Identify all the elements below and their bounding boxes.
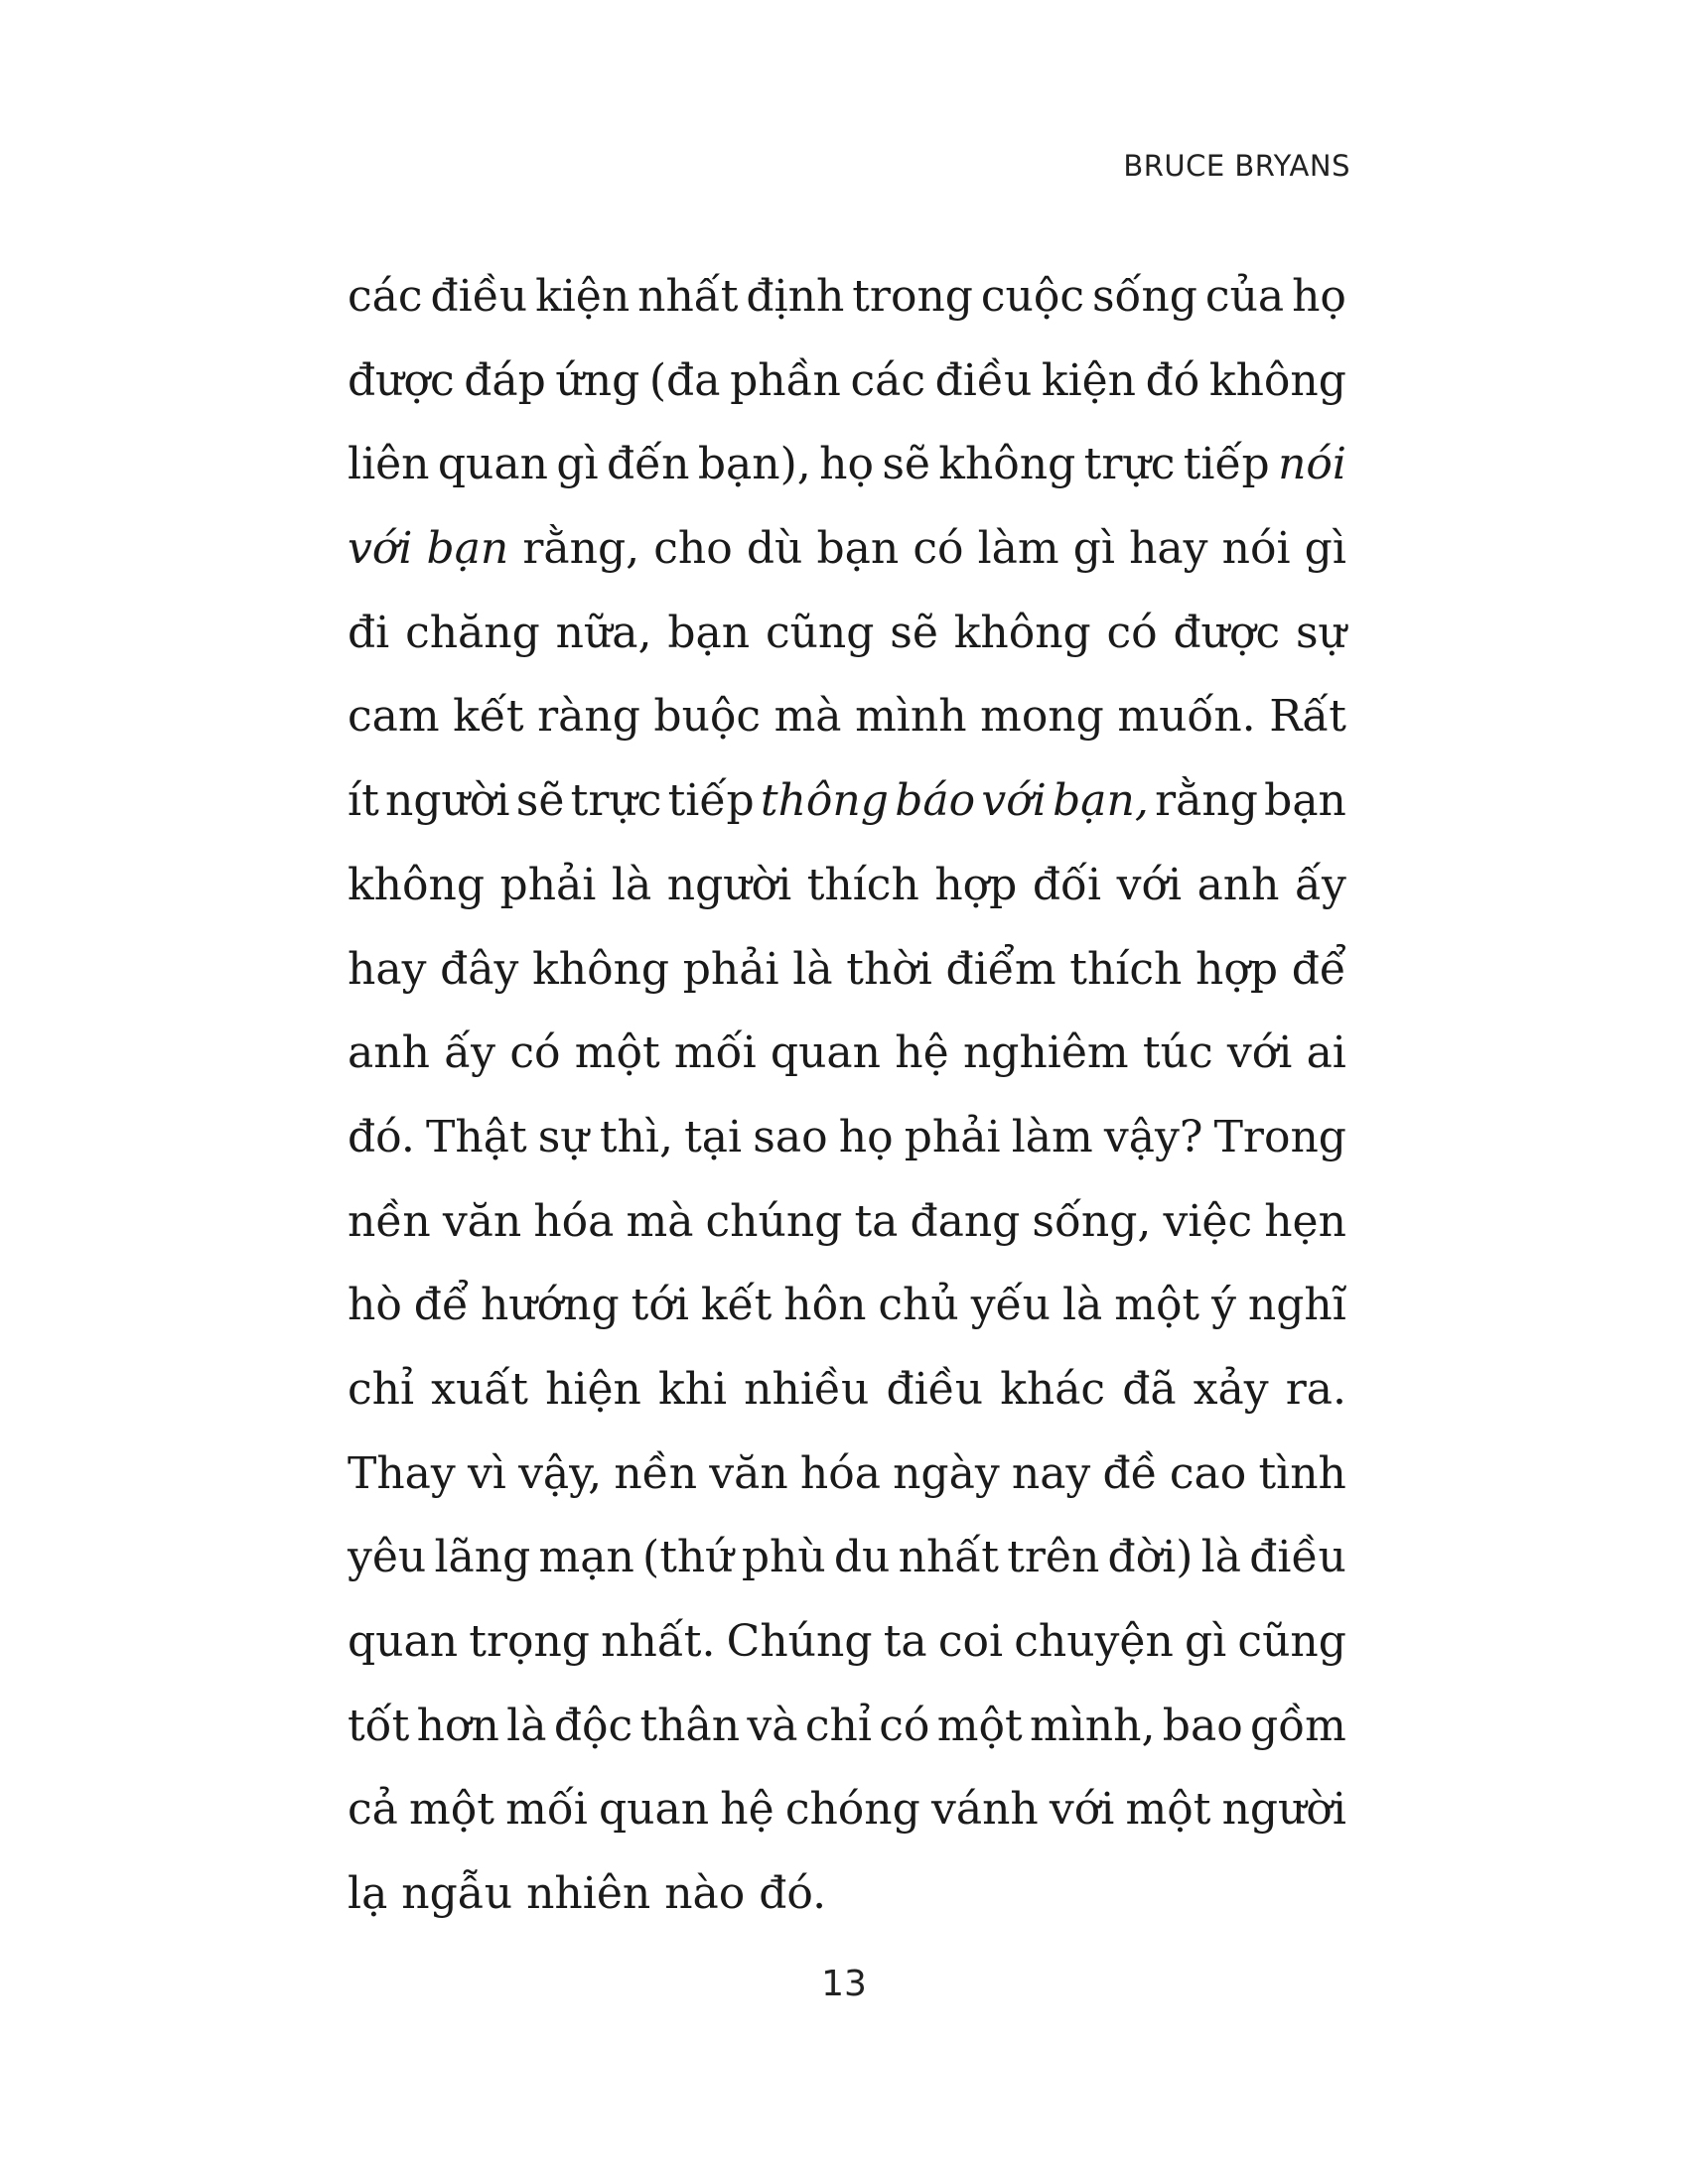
emphasis-word: báo bbox=[895, 775, 976, 827]
word: đó. bbox=[348, 1111, 415, 1162]
page-number: 13 bbox=[821, 1964, 867, 2004]
word: gì bbox=[556, 439, 599, 490]
word: trực bbox=[1083, 439, 1176, 490]
word: ai bbox=[1306, 1027, 1346, 1079]
word: muốn. bbox=[1117, 691, 1256, 743]
word: hướng bbox=[481, 1280, 620, 1331]
word: ra. bbox=[1285, 1363, 1346, 1415]
text-line bbox=[348, 1180, 1346, 1265]
word: thời bbox=[846, 943, 932, 995]
word: cam bbox=[348, 691, 440, 743]
word: người bbox=[666, 859, 792, 910]
word: ứng bbox=[555, 354, 640, 406]
emphasis-word: với bbox=[981, 775, 1047, 827]
word: cũng bbox=[765, 607, 875, 658]
word: phải bbox=[682, 943, 779, 995]
word: Thay bbox=[348, 1447, 456, 1499]
word: đời) bbox=[1107, 1532, 1194, 1583]
text-line bbox=[348, 1768, 1346, 1852]
word: nhiều bbox=[744, 1363, 870, 1415]
word: một bbox=[574, 1027, 660, 1079]
word: kiện bbox=[1041, 354, 1137, 406]
word: bạn), bbox=[697, 439, 811, 490]
word: tiếp bbox=[1183, 439, 1270, 490]
word: làm bbox=[1011, 1111, 1093, 1162]
word: thích bbox=[806, 859, 919, 910]
word: vánh bbox=[930, 1784, 1039, 1836]
word: một bbox=[1125, 1784, 1211, 1836]
word: làm bbox=[977, 523, 1059, 575]
word: độc bbox=[553, 1700, 633, 1751]
word: được bbox=[348, 354, 455, 406]
word: đề bbox=[1102, 1447, 1158, 1499]
word: đây bbox=[440, 943, 519, 995]
text-line bbox=[348, 1264, 1346, 1348]
word: cuộc bbox=[980, 271, 1085, 322]
word: trong bbox=[852, 271, 973, 322]
word: kiện bbox=[535, 271, 631, 322]
word: một bbox=[1114, 1280, 1200, 1331]
word: điểm bbox=[945, 943, 1056, 995]
word: hóa bbox=[799, 1447, 881, 1499]
word: điều bbox=[886, 1363, 984, 1415]
word: sự bbox=[1295, 607, 1346, 658]
word: vậy? bbox=[1103, 1111, 1203, 1162]
word: đến bbox=[606, 439, 690, 490]
word: thân bbox=[639, 1700, 741, 1751]
word: coi bbox=[937, 1616, 1004, 1667]
text-line bbox=[348, 507, 1346, 592]
word: không bbox=[348, 859, 485, 910]
word: vì bbox=[467, 1447, 506, 1499]
word: tốt bbox=[348, 1700, 410, 1751]
word: chóng bbox=[784, 1784, 920, 1836]
word: hơn bbox=[416, 1700, 499, 1751]
text-line bbox=[348, 423, 1346, 507]
word: hóa bbox=[533, 1195, 615, 1247]
word: nền bbox=[348, 1195, 431, 1247]
word: hệ bbox=[720, 1784, 774, 1836]
word: một bbox=[409, 1784, 494, 1836]
word: ràng bbox=[537, 691, 640, 743]
word: nghiêm bbox=[962, 1027, 1129, 1079]
word: văn bbox=[442, 1195, 522, 1247]
word: yêu bbox=[348, 1532, 427, 1583]
word: họ bbox=[838, 1111, 894, 1162]
word: ít bbox=[348, 775, 379, 827]
word: kết bbox=[700, 1280, 773, 1331]
word: có bbox=[509, 1027, 561, 1079]
word: các bbox=[348, 271, 423, 322]
word: có bbox=[879, 1700, 930, 1751]
text-line bbox=[348, 1433, 1346, 1517]
emphasis-word: bạn bbox=[426, 523, 509, 575]
word: trên bbox=[1007, 1532, 1100, 1583]
word: sự bbox=[537, 1111, 589, 1162]
word: quan bbox=[437, 439, 548, 490]
text-line bbox=[348, 1516, 1346, 1600]
word: văn bbox=[709, 1447, 788, 1499]
word: ngày bbox=[893, 1447, 1000, 1499]
word: yếu bbox=[970, 1280, 1051, 1331]
word: nhất bbox=[898, 1532, 999, 1583]
word: với bbox=[1049, 1784, 1115, 1836]
word: thì, bbox=[599, 1111, 673, 1162]
word: nghĩ bbox=[1247, 1280, 1346, 1331]
word: một bbox=[936, 1700, 1023, 1751]
word: không bbox=[953, 607, 1091, 658]
word: mà bbox=[626, 1195, 694, 1247]
word: hợp bbox=[1196, 943, 1279, 995]
word: hò bbox=[348, 1280, 402, 1331]
word: du bbox=[833, 1532, 891, 1583]
word: người bbox=[1221, 1784, 1346, 1836]
word: nhất bbox=[637, 271, 739, 322]
word: cao bbox=[1169, 1447, 1247, 1499]
word: (thứ bbox=[642, 1532, 734, 1583]
word: việc bbox=[1163, 1195, 1253, 1247]
word: xuất bbox=[431, 1363, 528, 1415]
word: là bbox=[611, 859, 652, 910]
word: không bbox=[532, 943, 670, 995]
word: hiện bbox=[545, 1363, 641, 1415]
word: sống, bbox=[1032, 1195, 1152, 1247]
word: chỉ bbox=[804, 1700, 872, 1751]
word: để bbox=[1291, 943, 1346, 995]
word: lãng bbox=[434, 1532, 531, 1583]
word: sẽ bbox=[515, 775, 565, 827]
text-line bbox=[348, 1348, 1346, 1433]
word: người bbox=[385, 775, 510, 827]
word: hẹn bbox=[1264, 1195, 1346, 1247]
text-line bbox=[348, 1012, 1346, 1096]
emphasis-word: bạn, bbox=[1053, 775, 1149, 827]
word: trực bbox=[570, 775, 662, 827]
word: vậy, bbox=[518, 1447, 603, 1499]
word: ý bbox=[1211, 1280, 1236, 1331]
word: là bbox=[1200, 1532, 1241, 1583]
word: mà bbox=[774, 691, 842, 743]
word: bạn bbox=[1264, 775, 1346, 827]
word: với bbox=[1116, 859, 1183, 910]
word: gì bbox=[1184, 1616, 1227, 1667]
word: (đa bbox=[648, 354, 721, 406]
word: hệ bbox=[895, 1027, 949, 1079]
word: mình bbox=[855, 691, 967, 743]
word: quan bbox=[599, 1784, 710, 1836]
word: đáp bbox=[464, 354, 546, 406]
word: ta bbox=[883, 1616, 927, 1667]
word: có bbox=[1106, 607, 1158, 658]
word: không bbox=[1208, 354, 1346, 406]
text-line bbox=[348, 1600, 1346, 1685]
word: chuyện bbox=[1014, 1616, 1174, 1667]
word: họ bbox=[819, 439, 874, 490]
word: và bbox=[747, 1700, 798, 1751]
word: anh bbox=[348, 1027, 430, 1079]
text-line bbox=[348, 340, 1346, 424]
word: trọng bbox=[469, 1616, 590, 1667]
word: tiếp bbox=[667, 775, 755, 827]
word: nói bbox=[1221, 523, 1291, 575]
word: đó bbox=[1145, 354, 1200, 406]
word: mối bbox=[673, 1027, 757, 1079]
word: phải bbox=[499, 859, 597, 910]
word: hợp bbox=[934, 859, 1018, 910]
word: rằng, bbox=[522, 523, 640, 575]
word: điều bbox=[1249, 1532, 1346, 1583]
text-line bbox=[348, 255, 1346, 340]
emphasis-word: với bbox=[348, 523, 413, 575]
word: gì bbox=[1304, 523, 1346, 575]
word: Rất bbox=[1269, 691, 1346, 743]
word: chăng bbox=[405, 607, 540, 658]
word: chúng bbox=[705, 1195, 843, 1247]
word: phù bbox=[741, 1532, 826, 1583]
word: dù bbox=[746, 523, 803, 575]
word: chủ bbox=[878, 1280, 959, 1331]
word: không bbox=[938, 439, 1076, 490]
word: điều bbox=[934, 354, 1033, 406]
word: có bbox=[913, 523, 964, 575]
text-line bbox=[348, 1685, 1346, 1769]
word: quan bbox=[348, 1616, 459, 1667]
word: sẽ bbox=[890, 607, 938, 658]
word: với bbox=[1226, 1027, 1293, 1079]
word: định bbox=[746, 271, 845, 322]
word: đối bbox=[1032, 859, 1102, 910]
word: túc bbox=[1142, 1027, 1213, 1079]
word: buộc bbox=[653, 691, 762, 743]
body-text bbox=[348, 255, 1346, 1937]
word: nền bbox=[614, 1447, 698, 1499]
word: để bbox=[413, 1280, 470, 1331]
word: hôn bbox=[783, 1280, 867, 1331]
word: khác bbox=[1000, 1363, 1106, 1415]
emphasis-word: thông bbox=[760, 775, 889, 827]
word: anh bbox=[1196, 859, 1280, 910]
word: Thật bbox=[426, 1111, 527, 1162]
word: mình, bbox=[1029, 1700, 1156, 1751]
running-header: BRUCE BRYANS bbox=[1123, 149, 1350, 183]
text-line bbox=[348, 1852, 1346, 1937]
word: đi bbox=[348, 607, 390, 658]
text-line bbox=[348, 592, 1346, 676]
word: mối bbox=[505, 1784, 588, 1836]
word: là bbox=[1061, 1280, 1103, 1331]
word: mong bbox=[980, 691, 1104, 743]
word: rằng bbox=[1155, 775, 1258, 827]
word: liên bbox=[348, 439, 430, 490]
word: cả bbox=[348, 1784, 398, 1836]
word: nay bbox=[1011, 1447, 1091, 1499]
word: sẽ bbox=[882, 439, 930, 490]
word: bao bbox=[1162, 1700, 1243, 1751]
word: tới bbox=[631, 1280, 689, 1331]
word: bạn bbox=[667, 607, 751, 658]
word: tình bbox=[1258, 1447, 1346, 1499]
word: kết bbox=[453, 691, 524, 743]
word: ấy bbox=[444, 1027, 496, 1079]
word: mạn bbox=[538, 1532, 634, 1583]
word: gì bbox=[1072, 523, 1115, 575]
word: điều bbox=[430, 271, 528, 322]
word: cũng bbox=[1237, 1616, 1346, 1667]
word: bạn bbox=[816, 523, 900, 575]
word: tại bbox=[684, 1111, 743, 1162]
word: là bbox=[506, 1700, 547, 1751]
word: xảy bbox=[1193, 1363, 1269, 1415]
word: phải bbox=[904, 1111, 1001, 1162]
text-line bbox=[348, 759, 1346, 844]
word: gồm bbox=[1250, 1700, 1346, 1751]
word: các bbox=[850, 354, 926, 406]
word: Trong bbox=[1213, 1111, 1346, 1162]
word: được bbox=[1173, 607, 1281, 658]
word: đang bbox=[910, 1195, 1021, 1247]
text-line bbox=[348, 844, 1346, 928]
word: quan bbox=[770, 1027, 881, 1079]
text-line bbox=[348, 675, 1346, 759]
word: sao bbox=[753, 1111, 828, 1162]
word: Chúng bbox=[726, 1616, 873, 1667]
text-line bbox=[348, 928, 1346, 1013]
word: hay bbox=[348, 943, 427, 995]
word: sống bbox=[1091, 271, 1197, 322]
word: lạ ngẫu nhiên nào đó. bbox=[348, 1868, 827, 1920]
word: thích bbox=[1069, 943, 1183, 995]
word: nhất. bbox=[601, 1616, 716, 1667]
text-line bbox=[348, 1096, 1346, 1180]
word: hay bbox=[1129, 523, 1208, 575]
word: là bbox=[792, 943, 833, 995]
word: cho bbox=[653, 523, 733, 575]
word: chỉ bbox=[348, 1363, 415, 1415]
word: của bbox=[1204, 271, 1285, 322]
word: đã bbox=[1122, 1363, 1177, 1415]
word: khi bbox=[657, 1363, 728, 1415]
word: phần bbox=[730, 354, 841, 406]
emphasis-word: nói bbox=[1278, 439, 1346, 490]
word: nữa, bbox=[555, 607, 652, 658]
word: họ bbox=[1292, 271, 1346, 322]
word: ấy bbox=[1295, 859, 1346, 910]
word: ta bbox=[854, 1195, 899, 1247]
